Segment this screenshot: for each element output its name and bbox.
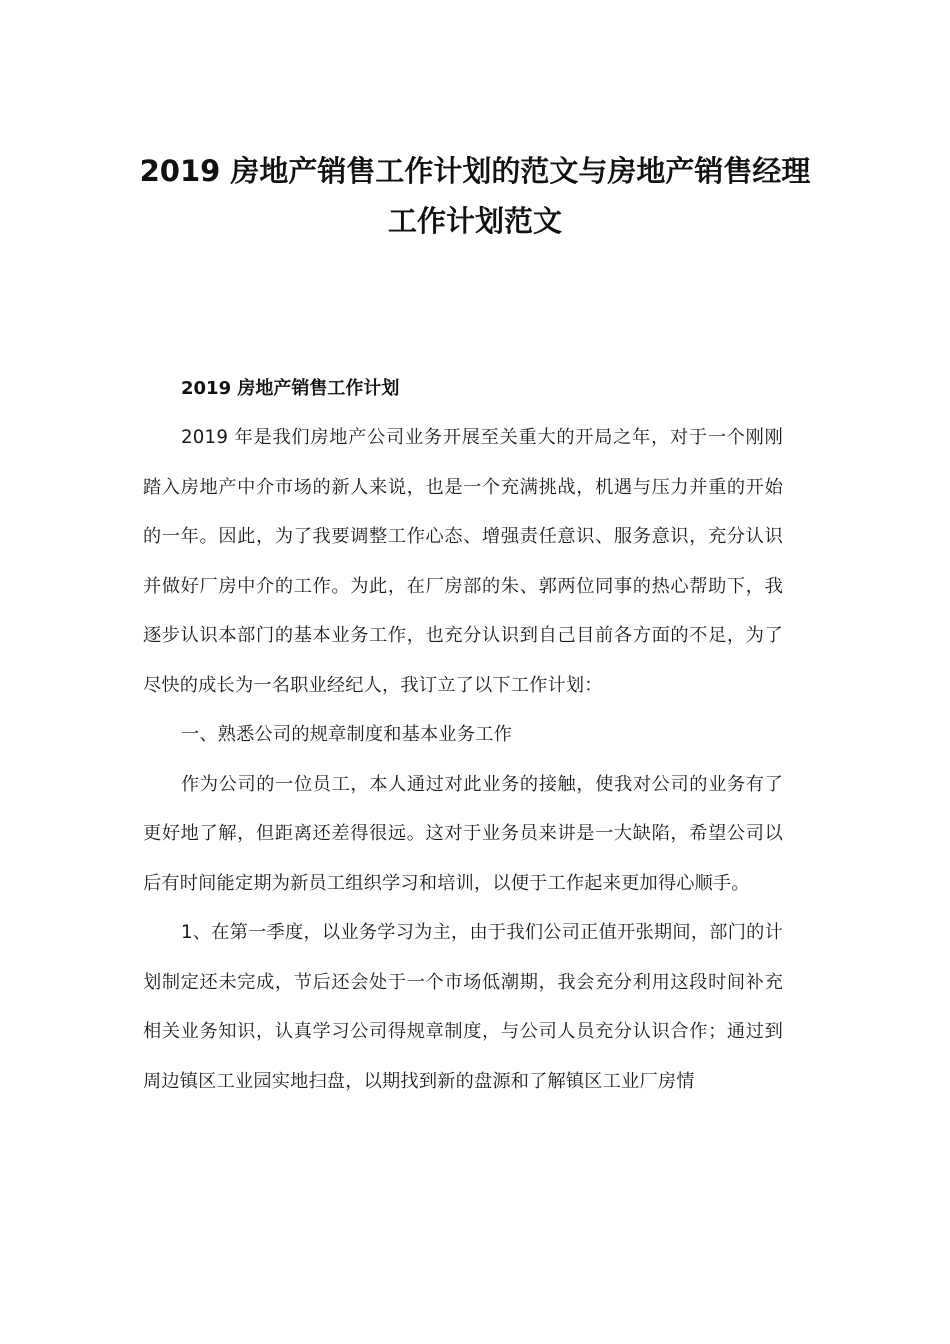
paragraph-intro: 2019 年是我们房地产公司业务开展至关重大的开局之年，对于一个刚刚踏入房地产中介市场的新人来说，也是一个充满挑战，机遇与压力并重的开始的一年。因此，为了我要调整工作心态、增强责任意识、服务意识，充分认识并做好厂房中介的工作。为此，在厂房部的朱、郭两位同事的热心帮助下，我逐步认识本部门的基本业务工作，也充分认识到自己目前各方面的不足，为了尽快的成长为一名职业经纪人，我订立了以下工作计划： (143, 427, 783, 696)
document-title: 2019 房地产销售工作计划的范文与房地产销售经理工作计划范文 (139, 154, 811, 238)
paragraph-first-quarter: 1、在第一季度，以业务学习为主，由于我们公司正值开张期间，部门的计划制定还未完成，节后还会处于一个市场低潮期，我会充分利用这段时间补充相关业务知识，认真学习公司得规章制度，与公司人员充分认识合作；通过到周边镇区工业园实地扫盘，以期找到新的盘源和了解镇区工业厂房情 (143, 922, 783, 1092)
section-heading: 2019 房地产销售工作计划 (181, 378, 400, 399)
paragraph-employee: 作为公司的一位员工，本人通过对此业务的接触，使我对公司的业务有了更好地了解，但距离还差得很远。这对于业务员来讲是一大缺陷，希望公司以后有时间能定期为新员工组织学习和培训，以便于工作起来更加得心顺手。 (143, 773, 783, 894)
document-body (143, 364, 783, 1106)
paragraph-subheading-one: 一、熟悉公司的规章制度和基本业务工作 (181, 724, 512, 745)
